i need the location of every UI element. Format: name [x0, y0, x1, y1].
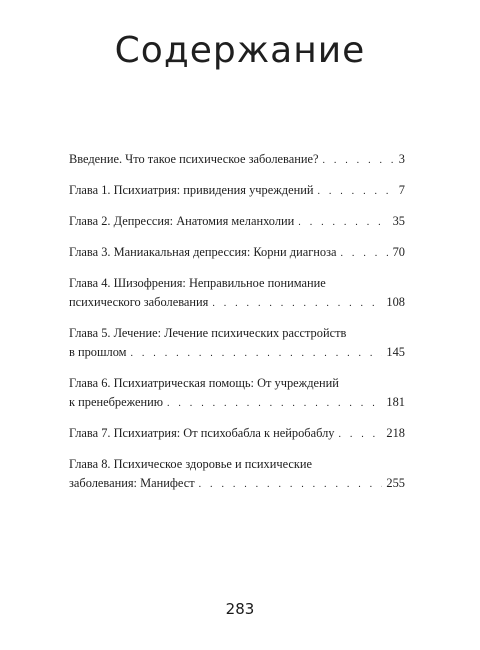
- toc-entry-introduction: [69, 150, 405, 170]
- toc-page-number: 218: [386, 426, 405, 440]
- toc-entry-chapter-1: [69, 181, 405, 201]
- toc-page-number: 3: [398, 152, 405, 166]
- toc-entry-line: [69, 150, 405, 170]
- dot-leader: [131, 344, 383, 363]
- toc-entry-title: Глава 8. Психическое здоровье и психические: [69, 457, 313, 471]
- toc-entry-title: Глава 5. Лечение: Лечение психических расстройств: [69, 326, 347, 340]
- toc-page-number: 145: [386, 345, 405, 359]
- toc-entry-title: Глава 3. Маниакальная депрессия: Корни диагноза: [69, 245, 337, 259]
- toc-entry-line: [69, 212, 405, 232]
- toc-entry-line: [69, 343, 405, 363]
- toc-entry-line: [69, 243, 405, 263]
- toc-entry-title: Глава 6. Психиатрическая помощь: От учреждений: [69, 376, 339, 390]
- toc-entry-chapter-8: [69, 455, 405, 494]
- toc-page-number: 181: [386, 395, 405, 409]
- dot-leader: [338, 425, 382, 444]
- toc-entry-chapter-3: [69, 243, 405, 263]
- toc-entry-title-continued: заболевания: Манифест: [69, 476, 195, 490]
- toc-entry-chapter-7: [69, 424, 405, 444]
- dot-leader: [322, 151, 394, 170]
- toc-entry-title-continued: к пренебрежению: [69, 395, 163, 409]
- dot-leader: [199, 475, 383, 494]
- toc-entry-line: [69, 474, 405, 494]
- toc-entry-title-continued: психического заболевания: [69, 295, 209, 309]
- toc-entry-chapter-2: [69, 212, 405, 232]
- page-title: Содержание: [114, 30, 366, 71]
- page-number: 283: [225, 600, 255, 618]
- dot-leader: [341, 244, 389, 263]
- toc-entry-line: [69, 424, 405, 444]
- dot-leader: [167, 394, 382, 413]
- toc-page-number: 108: [386, 295, 405, 309]
- toc-entry-line: [69, 393, 405, 413]
- toc-page-number: 35: [392, 214, 405, 228]
- toc-entry-title: Глава 4. Шизофрения: Неправильное понимание: [69, 276, 326, 290]
- toc-page-number: 7: [398, 183, 405, 197]
- toc-entry-line: [69, 374, 405, 393]
- toc-entry-line: [69, 455, 405, 474]
- toc-page-number: 70: [392, 245, 405, 259]
- toc-entry-title: Глава 7. Психиатрия: От психобабла к нейробаблу: [69, 426, 335, 440]
- toc-page-number: 255: [386, 476, 405, 490]
- toc-entry-title: Введение. Что такое психическое заболевание?: [69, 152, 319, 166]
- toc-entry-line: [69, 293, 405, 313]
- toc-entry-line: [69, 181, 405, 201]
- toc-entry-title-continued: в прошлом: [69, 345, 127, 359]
- toc-entry-title: Глава 1. Психиатрия: привидения учреждений: [69, 183, 314, 197]
- toc-entry-chapter-6: [69, 374, 405, 413]
- toc-entry-chapter-5: [69, 324, 405, 363]
- toc-entry-chapter-4: [69, 274, 405, 313]
- toc-entry-line: [69, 324, 405, 343]
- dot-leader: [317, 182, 394, 201]
- dot-leader: [298, 213, 388, 232]
- table-of-contents: [69, 150, 405, 494]
- dot-leader: [212, 294, 382, 313]
- toc-entry-title: Глава 2. Депрессия: Анатомия меланхолии: [69, 214, 295, 228]
- toc-entry-line: [69, 274, 405, 293]
